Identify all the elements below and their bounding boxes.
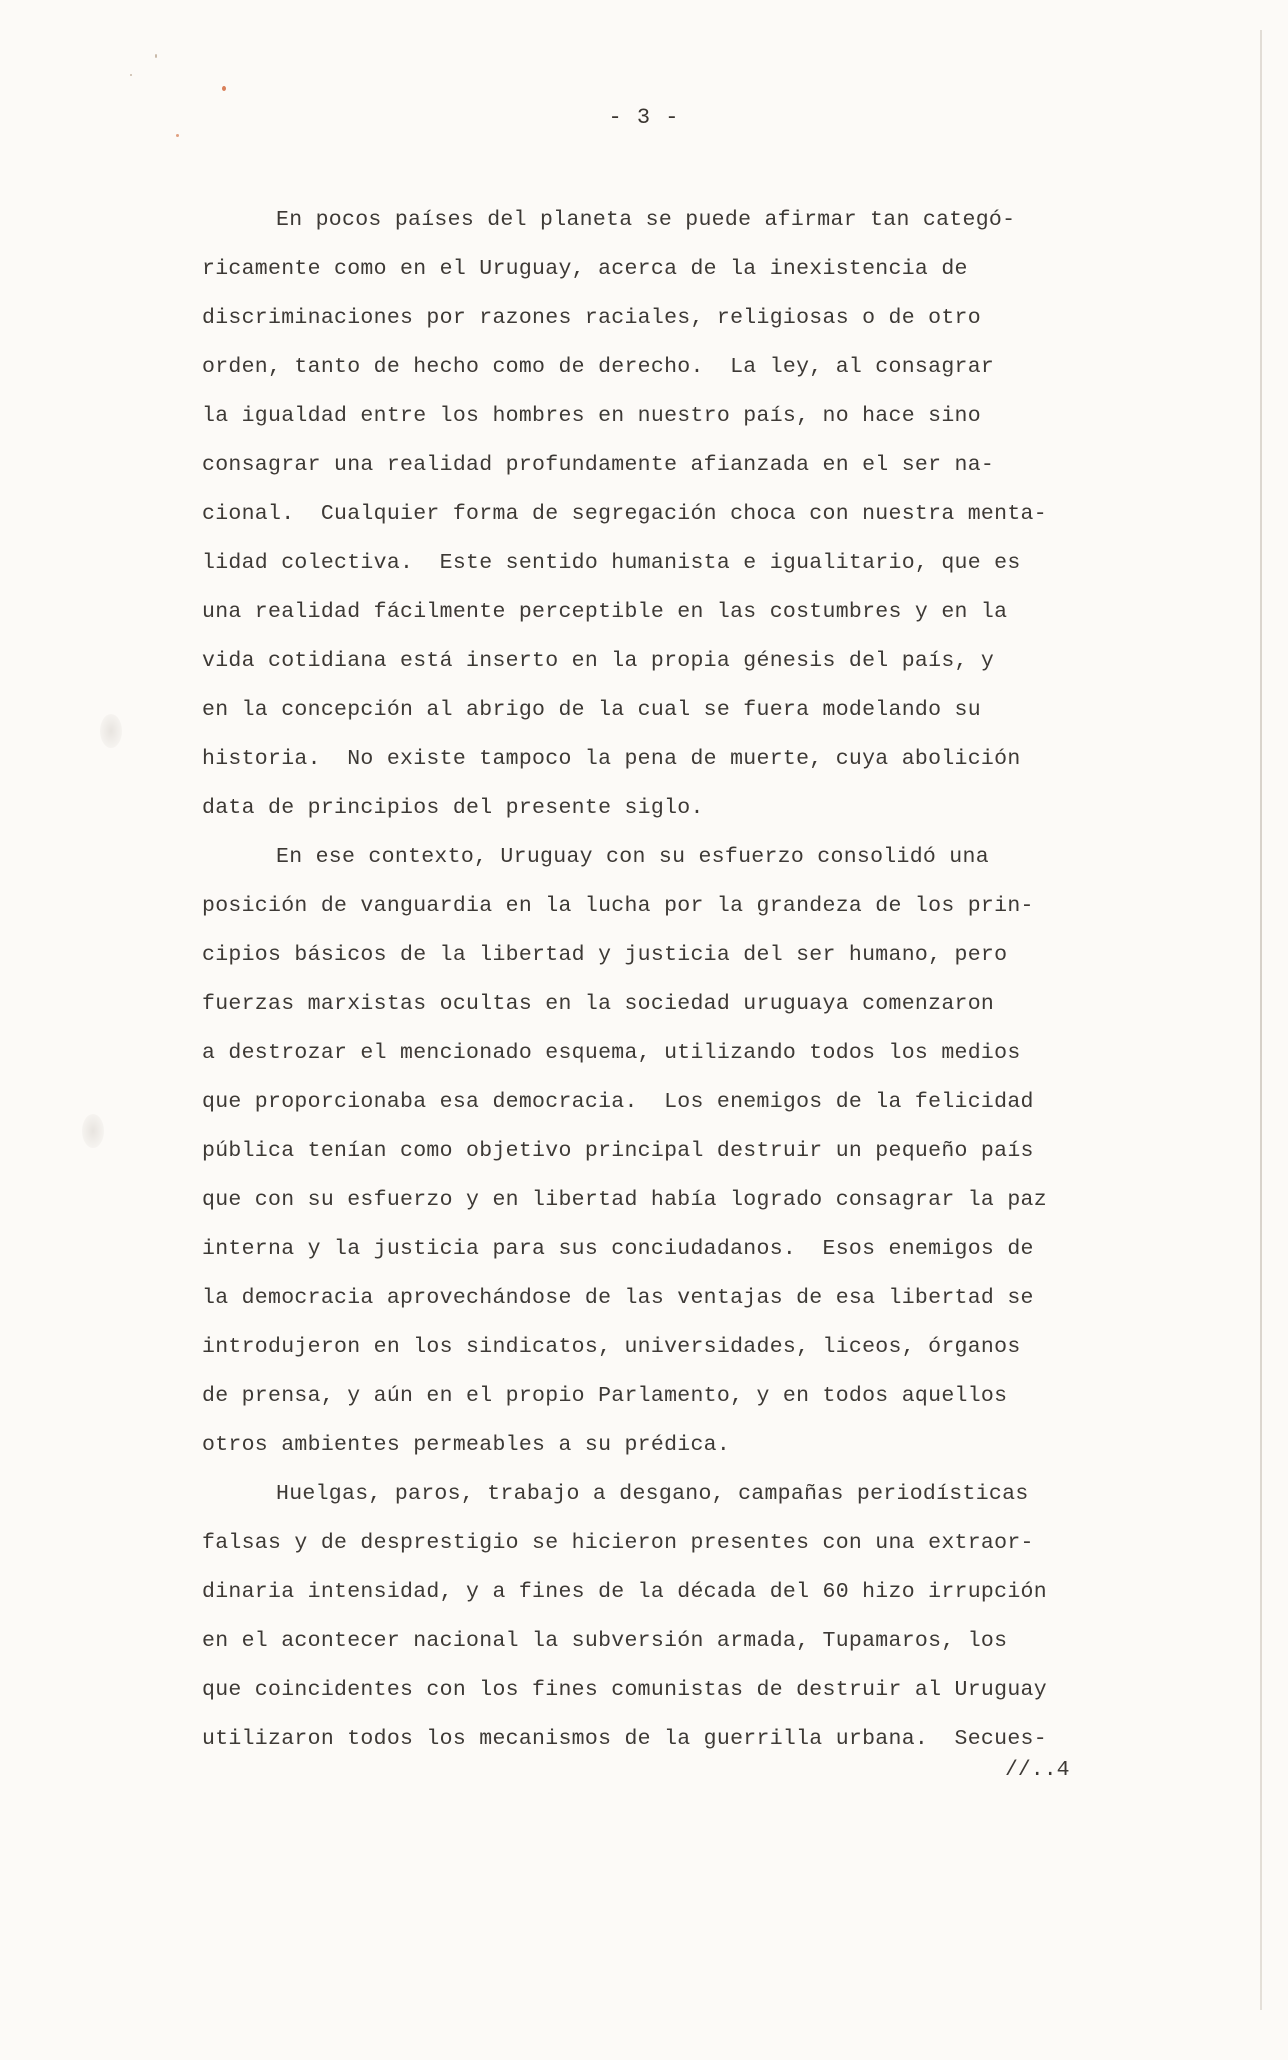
continuation-marker: //..4 xyxy=(1005,1758,1070,1782)
text-line: consagrar una realidad profundamente afianzada en el ser na- xyxy=(202,453,995,477)
paragraph xyxy=(202,1470,1137,1764)
text-line: en el acontecer nacional la subversión armada, Tupamaros, los xyxy=(202,1629,1008,1653)
ink-speck xyxy=(222,86,226,91)
text-line: la igualdad entre los hombres en nuestro país, no hace sino xyxy=(202,404,981,428)
text-line: falsas y de desprestigio se hicieron presentes con una extraor- xyxy=(202,1531,1034,1555)
punch-hole-mark xyxy=(100,714,122,748)
text-line: fuerzas marxistas ocultas en la sociedad uruguaya comenzaron xyxy=(202,992,995,1016)
text-line: que coincidentes con los fines comunistas de destruir al Uruguay xyxy=(202,1678,1047,1702)
ink-speck xyxy=(130,74,132,76)
paragraph xyxy=(202,833,1137,1470)
text-line: en la concepción al abrigo de la cual se fuera modelando su xyxy=(202,698,981,722)
ink-speck xyxy=(176,134,179,137)
text-line: Huelgas, paros, trabajo a desgano, campañas periodísticas xyxy=(276,1482,1029,1506)
punch-hole-mark xyxy=(82,1114,104,1148)
text-line: pública tenían como objetivo principal destruir un pequeño país xyxy=(202,1139,1034,1163)
text-line: a destrozar el mencionado esquema, utilizando todos los medios xyxy=(202,1041,1021,1065)
body-text xyxy=(202,196,1137,1764)
text-line: lidad colectiva. Este sentido humanista e igualitario, que es xyxy=(202,551,1021,575)
text-line: dinaria intensidad, y a fines de la década del 60 hizo irrupción xyxy=(202,1580,1047,1604)
text-line: cional. Cualquier forma de segregación choca con nuestra menta- xyxy=(202,502,1047,526)
text-line: ricamente como en el Uruguay, acerca de la inexistencia de xyxy=(202,257,968,281)
text-line: historia. No existe tampoco la pena de muerte, cuya abolición xyxy=(202,747,1021,771)
ink-speck xyxy=(155,54,157,58)
page-number: - 3 - xyxy=(608,105,680,130)
text-line: discriminaciones por razones raciales, religiosas o de otro xyxy=(202,306,981,330)
page-edge xyxy=(1260,30,1262,2010)
text-line: orden, tanto de hecho como de derecho. La ley, al consagrar xyxy=(202,355,995,379)
text-line: utilizaron todos los mecanismos de la guerrilla urbana. Secues- xyxy=(202,1727,1047,1751)
paragraph xyxy=(202,196,1137,833)
text-line: data de principios del presente siglo. xyxy=(202,796,704,820)
text-line: introdujeron en los sindicatos, universidades, liceos, órganos xyxy=(202,1335,1021,1359)
text-line: otros ambientes permeables a su prédica. xyxy=(202,1433,731,1457)
text-line: En ese contexto, Uruguay con su esfuerzo consolidó una xyxy=(276,845,989,869)
text-line: de prensa, y aún en el propio Parlamento, y en todos aquellos xyxy=(202,1384,1008,1408)
text-line: que proporcionaba esa democracia. Los enemigos de la felicidad xyxy=(202,1090,1034,1114)
text-line: que con su esfuerzo y en libertad había logrado consagrar la paz xyxy=(202,1188,1047,1212)
text-line: cipios básicos de la libertad y justicia del ser humano, pero xyxy=(202,943,1008,967)
text-line: En pocos países del planeta se puede afirmar tan categó- xyxy=(276,208,1016,232)
text-line: la democracia aprovechándose de las ventajas de esa libertad se xyxy=(202,1286,1034,1310)
text-line: posición de vanguardia en la lucha por la grandeza de los prin- xyxy=(202,894,1034,918)
text-line: vida cotidiana está inserto en la propia génesis del país, y xyxy=(202,649,995,673)
text-line: interna y la justicia para sus conciudadanos. Esos enemigos de xyxy=(202,1237,1034,1261)
text-line: una realidad fácilmente perceptible en las costumbres y en la xyxy=(202,600,1008,624)
